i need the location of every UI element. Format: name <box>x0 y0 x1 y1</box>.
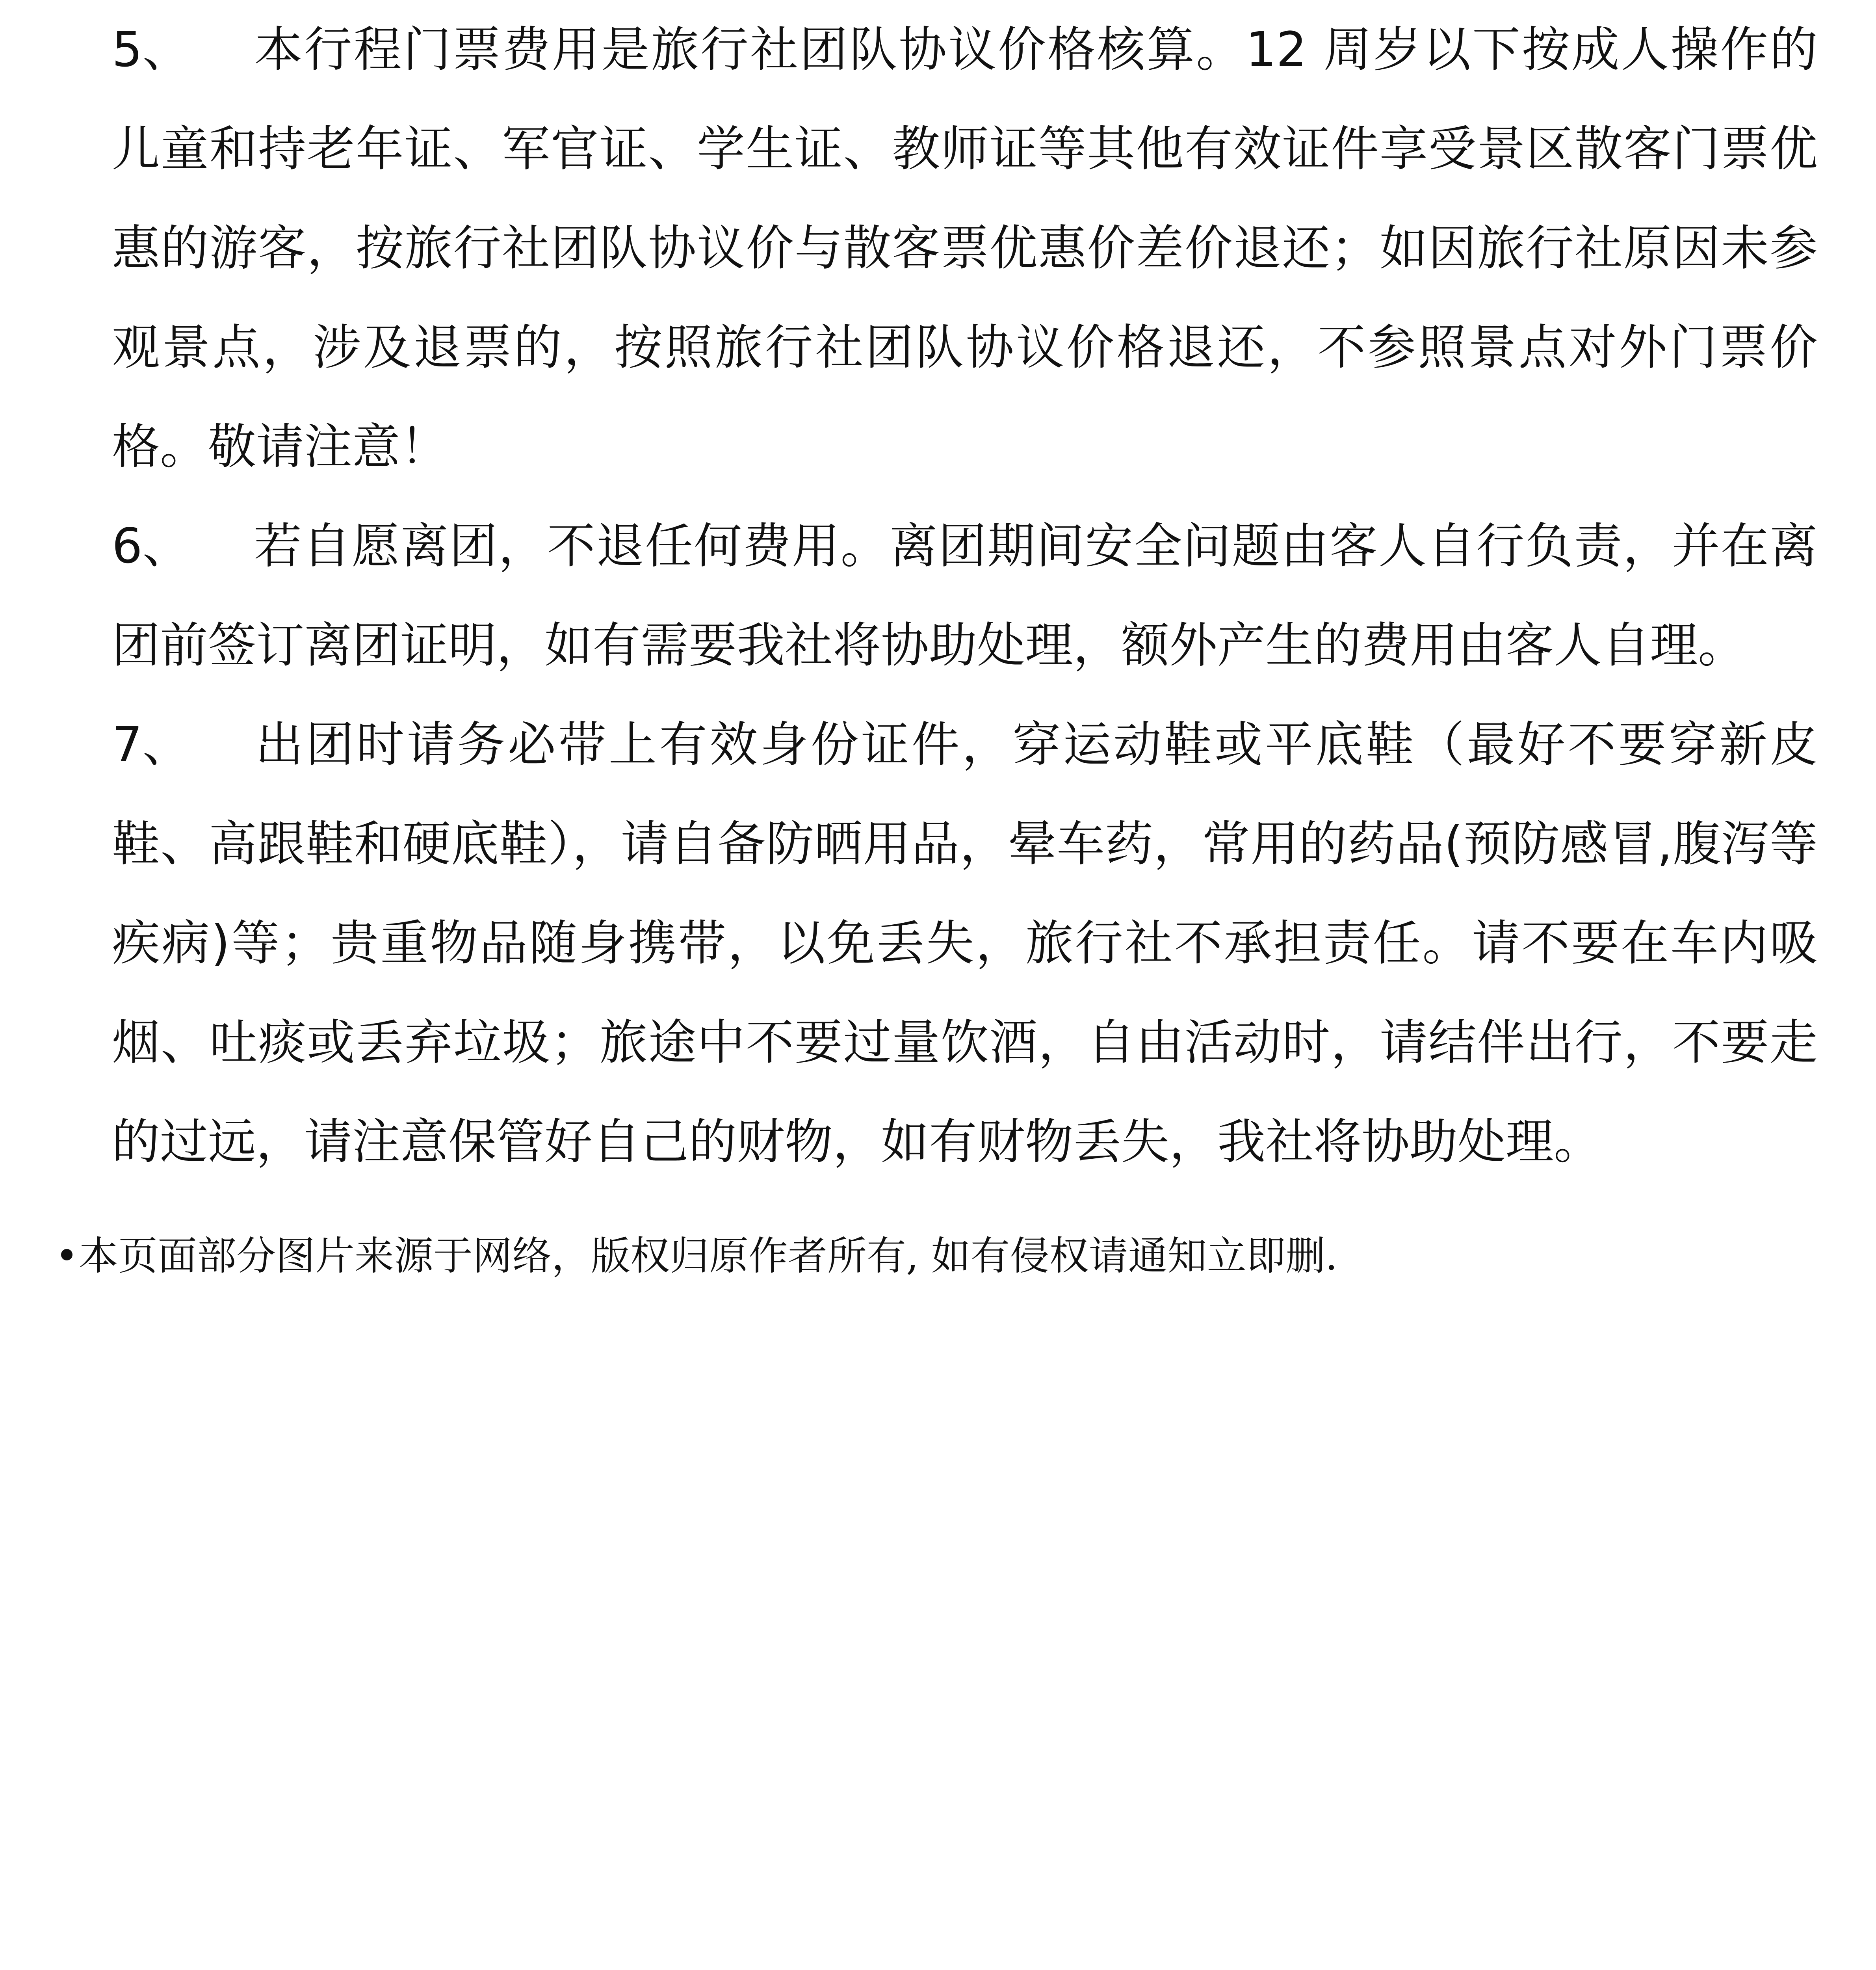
note-text: 出团时请务必带上有效身份证件，穿运动鞋或平底鞋（最好不要穿新皮鞋、高跟鞋和硬底鞋），请自备防晒用品，晕车药，常用的药品(预防感冒,腹泻等疾病)等；贵重物品随身携带，以免丢失，旅行社不承担责任。请不要在车内吸烟、吐痰或丢弃垃圾；旅途中不要过量饮酒，自由活动时，请结伴出行，不要走的过远，请注意保管好自己的财物，如有财物丢失，我社将协助处理。 <box>112 717 1818 1170</box>
copyright-text: 本页面部分图片来源于网络，版权归原作者所有, 如有侵权请通知立即删. <box>79 1233 1338 1279</box>
note-item-7 <box>112 695 1818 1191</box>
note-number: 6、 <box>112 518 191 574</box>
note-number: 5、 <box>112 22 191 78</box>
note-item-5 <box>112 0 1818 496</box>
travel-notes <box>112 0 1818 1191</box>
note-text: 本行程门票费用是旅行社团队协议价格核算。12 周岁以下按成人操作的儿童和持老年证、军官证、学生证、教师证等其他有效证件享受景区散客门票优惠的游客，按旅行社团队协议价与散客票优惠价差价退还；如因旅行社原因未参观景点，涉及退票的，按照旅行社团队协议价格退还，不参照景点对外门票价格。敬请注意！ <box>112 22 1818 475</box>
copyright-note <box>55 1225 1789 1288</box>
note-item-6 <box>112 496 1818 695</box>
note-number: 7、 <box>112 717 191 773</box>
note-text: 若自愿离团，不退任何费用。离团期间安全问题由客人自行负责，并在离团前签订离团证明，如有需要我社将协助处理，额外产生的费用由客人自理。 <box>112 518 1818 673</box>
bullet-icon: • <box>55 1233 78 1279</box>
